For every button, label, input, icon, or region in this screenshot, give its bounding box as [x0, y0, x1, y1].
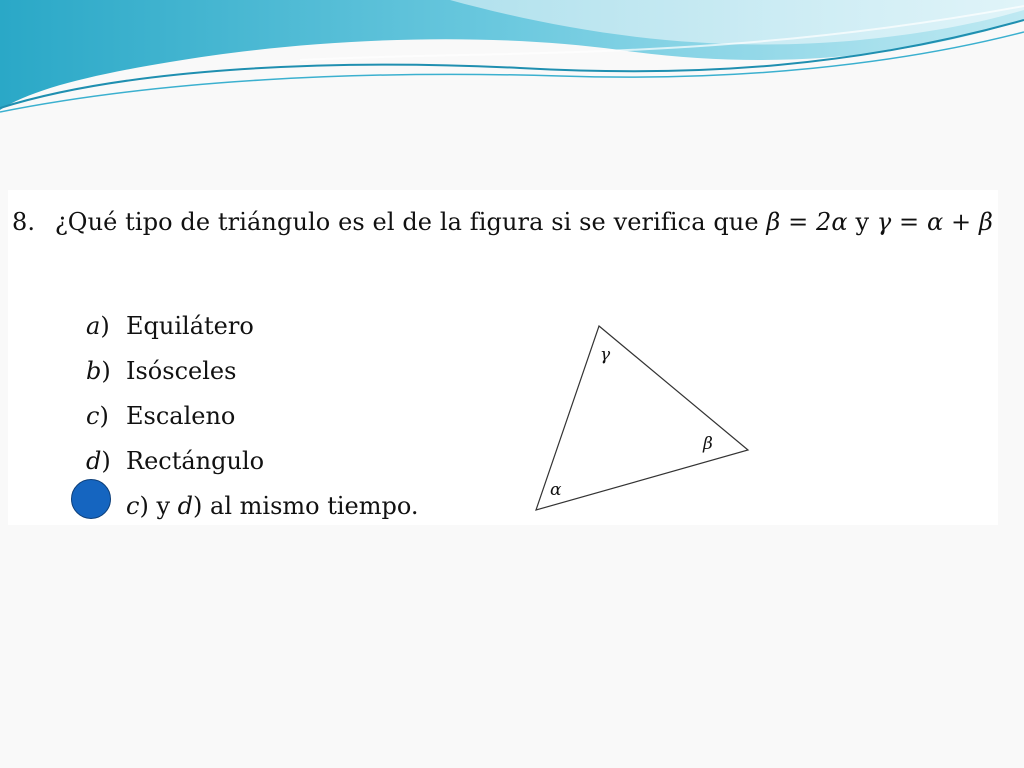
- question-statement: ¿Qué tipo de triángulo es el de la figura si se verifica que: [54, 208, 759, 236]
- option-c-text: Escaleno: [126, 401, 236, 430]
- triangle-figure: [530, 318, 760, 518]
- selected-answer-marker: [71, 479, 111, 519]
- question-number: 8.: [12, 208, 36, 236]
- angle-alpha-label: α: [550, 480, 562, 500]
- option-c[interactable]: [86, 393, 419, 438]
- option-a-letter: a): [86, 311, 110, 340]
- header-wave-decoration: [0, 0, 1024, 120]
- option-e[interactable]: [86, 483, 419, 528]
- option-b[interactable]: [86, 348, 419, 393]
- angle-gamma-label: γ: [600, 345, 611, 365]
- option-a[interactable]: [86, 303, 419, 348]
- question-condition-1: β = 2α: [766, 208, 848, 236]
- option-d-text: Rectángulo: [126, 446, 265, 475]
- triangle-shape: [536, 326, 748, 510]
- question-condition-2: γ = α + β: [876, 208, 993, 236]
- option-b-text: Isósceles: [126, 356, 237, 385]
- option-a-text: Equilátero: [126, 311, 254, 340]
- question-connector: y: [855, 208, 870, 236]
- option-c-letter: c): [86, 401, 109, 430]
- question-text: [12, 208, 993, 236]
- option-e-text: c) y d) al mismo tiempo.: [126, 491, 419, 520]
- option-d-letter: d): [86, 446, 111, 475]
- option-d[interactable]: [86, 438, 419, 483]
- option-b-letter: b): [86, 356, 111, 385]
- options-list: [86, 303, 419, 528]
- angle-beta-label: β: [703, 434, 713, 454]
